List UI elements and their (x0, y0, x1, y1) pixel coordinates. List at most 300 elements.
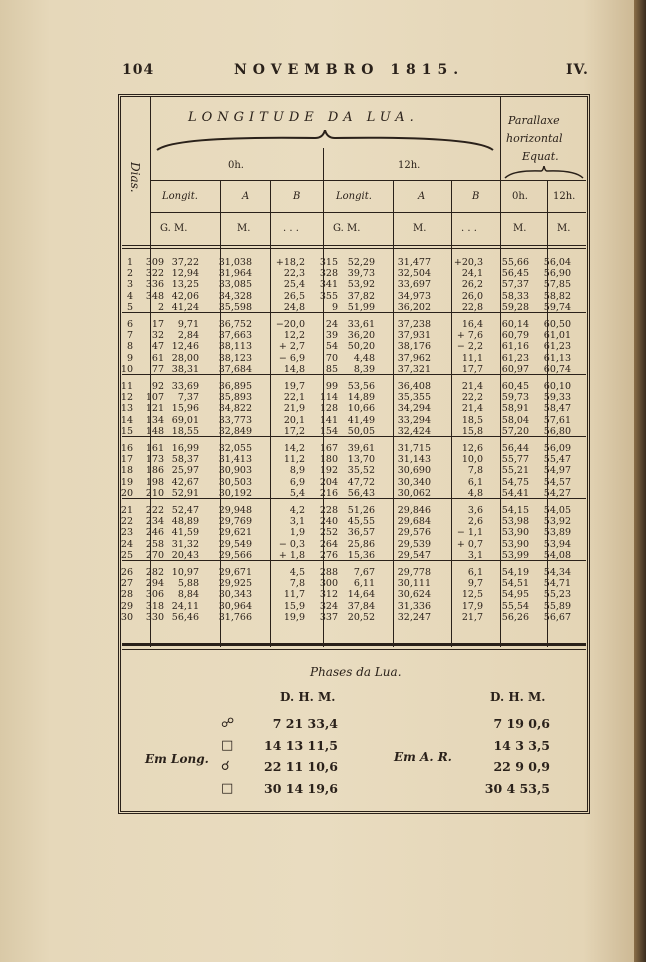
table-cell-m12: 50,20 (347, 341, 375, 353)
table-cell-m0: 5,88 (177, 578, 199, 590)
table-cell-b12: 26,2 (461, 279, 483, 291)
table-cell-m0: 10,97 (171, 567, 199, 578)
table-cell-b12: 24,1 (461, 268, 483, 280)
table-cell-g12: 9 (331, 301, 338, 313)
table-cell-g12: 114 (319, 392, 338, 404)
table-cell-p12v: 55,47 (543, 454, 571, 466)
table-cell-g12: 24 (325, 319, 338, 330)
table-cell-b12: 6,1 (467, 476, 483, 488)
table-cell-a12: 31,477 (397, 257, 431, 268)
table-cell-g0: 270 (145, 549, 164, 561)
table-cell-g12: 337 (319, 611, 338, 623)
table-cell-g0: 77 (151, 363, 164, 375)
table-cell-g0: 210 (145, 487, 164, 499)
table-cell-g12: 324 (319, 600, 338, 612)
table-cell-b12: 6,1 (467, 567, 483, 578)
p12-header: 12h. (553, 191, 576, 202)
table-cell-a12: 31,336 (397, 600, 431, 612)
table-cell-a12: 29,576 (397, 527, 431, 539)
phase-symbol-icon: ☌ (221, 759, 230, 774)
table-cell-p12v: 56,90 (543, 268, 571, 280)
table-cell-m0: 52,47 (171, 505, 199, 516)
parallax-brace (503, 166, 585, 180)
table-cell-p0v: 54,51 (501, 578, 529, 590)
page-number: 104 (122, 62, 155, 78)
table-cell-b0: 19,9 (283, 611, 305, 623)
table-cell-m12: 39,61 (347, 443, 375, 454)
table-cell-m12: 8,39 (353, 363, 375, 375)
table-cell-a12: 37,962 (397, 352, 431, 364)
table-cell-a12: 33,294 (397, 414, 431, 426)
hour-12-label: 12h. (398, 160, 421, 171)
divider (122, 643, 586, 646)
table-cell-a12: 32,424 (397, 425, 431, 437)
table-cell-m0: 18,55 (171, 425, 199, 437)
table-cell-m12: 14,89 (347, 392, 375, 404)
table-cell-b12: 21,4 (461, 403, 483, 415)
table-cell-m12: 33,61 (347, 319, 375, 330)
divider (122, 248, 586, 249)
table-cell-p0v: 53,90 (501, 527, 529, 539)
table-cell-days: 22 (120, 516, 133, 528)
table-cell-a12: 37,238 (397, 319, 431, 330)
table-cell-g0: 330 (145, 611, 164, 623)
table-cell-p0v: 56,26 (501, 611, 529, 623)
table-cell-m0: 24,11 (171, 600, 199, 612)
table-cell-b12: 12,6 (461, 443, 483, 454)
table-cell-m12: 51,26 (347, 505, 375, 516)
table-cell-m12: 6,11 (353, 578, 375, 590)
divider (150, 212, 586, 213)
table-cell-p0v: 54,15 (501, 505, 529, 516)
table-cell-m0: 52,91 (171, 487, 199, 499)
table-cell-days: 3 (126, 279, 133, 291)
table-cell-a0: 29,948 (218, 505, 252, 516)
table-cell-m0: 2,84 (177, 330, 199, 342)
table-cell-a12: 31,715 (397, 443, 431, 454)
table-cell-b0: 25,4 (283, 279, 305, 291)
table-cell-m0: 13,25 (171, 279, 199, 291)
table-cell-days: 25 (120, 549, 133, 561)
table-cell-p0v: 58,91 (501, 403, 529, 415)
table-cell-b12: − 2,2 (456, 341, 483, 353)
divider (122, 245, 586, 246)
table-cell-b0: 8,9 (289, 465, 305, 477)
table-cell-a0: 35,598 (218, 301, 252, 313)
table-cell-b12: 3,6 (467, 505, 483, 516)
table-cell-m12: 15,36 (347, 549, 375, 561)
table-cell-b12: 10,0 (461, 454, 483, 466)
table-cell-m0: 69,01 (171, 414, 199, 426)
table-cell-p12v: 61,23 (543, 341, 571, 353)
table-cell-g0: 322 (145, 268, 164, 280)
table-cell-g0: 348 (145, 290, 164, 302)
table-cell-m0: 20,43 (171, 549, 199, 561)
table-cell-g12: 315 (319, 257, 338, 268)
table-cell-days: 9 (126, 352, 133, 364)
table-cell-a0: 30,343 (218, 589, 252, 601)
table-cell-g0: 222 (145, 505, 164, 516)
table-cell-p0v: 54,75 (501, 476, 529, 488)
table-cell-b0: 11,2 (283, 454, 305, 466)
table-cell-p0v: 56,45 (501, 268, 529, 280)
table-cell-p12v: 58,47 (543, 403, 571, 415)
table-cell-p12v: 56,80 (543, 425, 571, 437)
table-cell-g0: 336 (145, 279, 164, 291)
table-cell-b0: 17,2 (283, 425, 305, 437)
p0-header: 0h. (512, 191, 528, 202)
table-cell-p0v: 56,44 (501, 443, 529, 454)
divider (451, 180, 452, 647)
table-cell-a12: 31,143 (397, 454, 431, 466)
table-cell-days: 16 (120, 443, 133, 454)
table-cell-m0: 37,22 (171, 257, 199, 268)
table-cell-g12: 141 (319, 414, 338, 426)
table-cell-a0: 29,621 (218, 527, 252, 539)
table-cell-b12: 17,9 (461, 600, 483, 612)
table-cell-p12v: 58,82 (543, 290, 571, 302)
table-cell-p12v: 60,10 (543, 381, 571, 392)
table-cell-m12: 41,49 (347, 414, 375, 426)
dias-header: Dias. (128, 162, 142, 193)
phase-long-value: 22 11 10,6 (264, 759, 338, 774)
roman-numeral: IV. (566, 62, 589, 78)
table-cell-m12: 52,29 (347, 257, 375, 268)
table-cell-days: 23 (120, 527, 133, 539)
table-cell-days: 6 (126, 319, 133, 330)
table-cell-b12: + 7,6 (456, 330, 483, 342)
table-cell-a0: 35,893 (218, 392, 252, 404)
table-cell-g12: 180 (319, 454, 338, 466)
table-cell-g0: 32 (151, 330, 164, 342)
table-cell-p0v: 60,97 (501, 363, 529, 375)
table-cell-a12: 34,973 (397, 290, 431, 302)
table-cell-a12: 37,931 (397, 330, 431, 342)
table-cell-p12v: 55,89 (543, 600, 571, 612)
table-cell-days: 28 (120, 589, 133, 601)
table-cell-g12: 288 (319, 567, 338, 578)
table-cell-a0: 31,413 (218, 454, 252, 466)
table-cell-p12v: 57,61 (543, 414, 571, 426)
table-cell-days: 4 (126, 290, 133, 302)
table-cell-g12: 300 (319, 578, 338, 590)
table-cell-m0: 9,71 (177, 319, 199, 330)
table-cell-m12: 37,84 (347, 600, 375, 612)
table-cell-p0v: 61,16 (501, 341, 529, 353)
table-cell-g0: 17 (151, 319, 164, 330)
table-cell-p0v: 60,45 (501, 381, 529, 392)
table-cell-b0: 22,1 (283, 392, 305, 404)
table-cell-p12v: 54,34 (543, 567, 571, 578)
table-cell-a0: 32,055 (218, 443, 252, 454)
table-cell-g0: 258 (145, 538, 164, 550)
unit-dots-12: . . . (461, 223, 477, 234)
table-cell-p0v: 53,90 (501, 538, 529, 550)
table-cell-m0: 15,96 (171, 403, 199, 415)
table-cell-a0: 38,123 (218, 352, 252, 364)
table-cell-days: 17 (120, 454, 133, 466)
table-cell-days: 12 (120, 392, 133, 404)
table-cell-g0: 61 (151, 352, 164, 364)
phases-title: Phases da Lua. (310, 665, 402, 679)
table-cell-days: 30 (120, 611, 133, 623)
table-cell-p0v: 57,37 (501, 279, 529, 291)
table-cell-m0: 48,89 (171, 516, 199, 528)
table-cell-m12: 4,48 (353, 352, 375, 364)
table-cell-days: 24 (120, 538, 133, 550)
table-cell-p0v: 55,21 (501, 465, 529, 477)
table-cell-g12: 252 (319, 527, 338, 539)
table-cell-m0: 56,46 (171, 611, 199, 623)
table-cell-g12: 355 (319, 290, 338, 302)
unit-m-12: M. (413, 223, 427, 234)
a-0-header: A (242, 191, 250, 202)
table-cell-a12: 30,062 (397, 487, 431, 499)
table-cell-p0v: 59,28 (501, 301, 529, 313)
table-cell-g12: 216 (319, 487, 338, 499)
table-cell-b0: 4,5 (289, 567, 305, 578)
a-12-header: A (418, 191, 426, 202)
phases-dhm-long: D. H. M. (280, 690, 336, 704)
table-cell-p12v: 54,97 (543, 465, 571, 477)
table-cell-days: 26 (120, 567, 133, 578)
table-cell-p12v: 59,33 (543, 392, 571, 404)
table-cell-b0: 1,9 (289, 527, 305, 539)
table-cell-g0: 47 (151, 341, 164, 353)
divider (270, 180, 271, 647)
table-cell-b0: 26,5 (283, 290, 305, 302)
table-cell-g0: 2 (157, 301, 164, 313)
table-cell-m0: 38,31 (171, 363, 199, 375)
table-cell-days: 8 (126, 341, 133, 353)
table-cell-a0: 29,566 (218, 549, 252, 561)
table-cell-m12: 56,43 (347, 487, 375, 499)
table-cell-p12v: 55,23 (543, 589, 571, 601)
table-cell-p12v: 61,01 (543, 330, 571, 342)
table-cell-m12: 50,05 (347, 425, 375, 437)
brace (155, 130, 495, 154)
phase-symbol-icon: □ (221, 738, 234, 753)
table-cell-a0: 30,903 (218, 465, 252, 477)
table-cell-a12: 32,504 (397, 268, 431, 280)
table-cell-days: 13 (120, 403, 133, 415)
table-cell-b0: +18,2 (275, 257, 305, 268)
table-cell-m0: 42,06 (171, 290, 199, 302)
table-cell-a12: 32,247 (397, 611, 431, 623)
table-cell-b12: 12,5 (461, 589, 483, 601)
table-cell-a0: 33,085 (218, 279, 252, 291)
table-cell-days: 20 (120, 487, 133, 499)
table-cell-m12: 53,92 (347, 279, 375, 291)
unit-m-p12: M. (557, 223, 571, 234)
table-cell-p12v: 60,74 (543, 363, 571, 375)
table-cell-a12: 30,690 (397, 465, 431, 477)
table-cell-p12v: 56,09 (543, 443, 571, 454)
table-cell-b0: + 1,8 (278, 549, 305, 561)
page-title: NOVEMBRO 1815. (234, 62, 465, 78)
table-cell-p0v: 59,73 (501, 392, 529, 404)
table-cell-g0: 121 (145, 403, 164, 415)
table-cell-p12v: 57,85 (543, 279, 571, 291)
table-cell-p12v: 59,74 (543, 301, 571, 313)
table-cell-g0: 234 (145, 516, 164, 528)
table-cell-m0: 8,84 (177, 589, 199, 601)
table-cell-g12: 328 (319, 268, 338, 280)
table-cell-a0: 30,503 (218, 476, 252, 488)
longit-0-header: Longit. (162, 191, 198, 202)
table-cell-m0: 16,99 (171, 443, 199, 454)
table-cell-b0: 22,3 (283, 268, 305, 280)
table-cell-a0: 34,328 (218, 290, 252, 302)
table-cell-a0: 29,671 (218, 567, 252, 578)
table-cell-m12: 25,86 (347, 538, 375, 550)
table-cell-b12: 3,1 (467, 549, 483, 561)
table-cell-a12: 29,846 (397, 505, 431, 516)
table-cell-days: 18 (120, 465, 133, 477)
phase-ar-value: 14 3 3,5 (493, 738, 550, 753)
table-cell-b0: 7,8 (289, 578, 305, 590)
table-cell-a12: 36,408 (397, 381, 431, 392)
table-cell-a0: 36,895 (218, 381, 252, 392)
table-cell-m0: 12,46 (171, 341, 199, 353)
hour-0-label: 0h. (228, 160, 244, 171)
table-cell-p12v: 54,57 (543, 476, 571, 488)
table-cell-b0: − 6,9 (278, 352, 305, 364)
table-cell-a0: 31,038 (218, 257, 252, 268)
table-cell-a12: 37,321 (397, 363, 431, 375)
table-cell-g12: 85 (325, 363, 338, 375)
table-cell-p0v: 58,33 (501, 290, 529, 302)
table-cell-p0v: 60,14 (501, 319, 529, 330)
table-cell-p0v: 55,77 (501, 454, 529, 466)
table-cell-m0: 25,97 (171, 465, 199, 477)
table-cell-b0: 5,4 (289, 487, 305, 499)
table-cell-p0v: 54,41 (501, 487, 529, 499)
table-cell-b0: 12,2 (283, 330, 305, 342)
table-cell-g12: 240 (319, 516, 338, 528)
table-cell-m12: 39,73 (347, 268, 375, 280)
longit-12-header: Longit. (336, 191, 372, 202)
table-cell-a0: 37,684 (218, 363, 252, 375)
parallax-title-3: Equat. (522, 150, 559, 163)
table-cell-b12: 15,8 (461, 425, 483, 437)
divider (122, 649, 586, 650)
table-cell-g0: 107 (145, 392, 164, 404)
table-cell-m0: 33,69 (171, 381, 199, 392)
table-cell-p0v: 55,54 (501, 600, 529, 612)
table-cell-days: 27 (120, 578, 133, 590)
table-cell-days: 7 (126, 330, 133, 342)
table-cell-days: 2 (126, 268, 133, 280)
phase-ar-value: 7 19 0,6 (493, 716, 550, 731)
table-cell-g12: 167 (319, 443, 338, 454)
table-cell-a0: 36,752 (218, 319, 252, 330)
divider (393, 180, 394, 647)
table-cell-m12: 7,67 (353, 567, 375, 578)
table-cell-m12: 10,66 (347, 403, 375, 415)
table-cell-m0: 28,00 (171, 352, 199, 364)
table-cell-a0: 33,773 (218, 414, 252, 426)
table-cell-b0: 4,2 (289, 505, 305, 516)
table-cell-m0: 7,37 (177, 392, 199, 404)
table-cell-p0v: 53,98 (501, 516, 529, 528)
table-cell-g0: 173 (145, 454, 164, 466)
longitude-title: LONGITUDE DA LUA. (188, 110, 419, 125)
table-cell-g0: 318 (145, 600, 164, 612)
table-cell-g12: 276 (319, 549, 338, 561)
table-cell-g0: 161 (145, 443, 164, 454)
em-long-label: Em Long. (145, 752, 209, 766)
table-cell-m12: 13,70 (347, 454, 375, 466)
table-cell-g12: 154 (319, 425, 338, 437)
table-cell-b12: 4,8 (467, 487, 483, 499)
parallax-title-1: Parallaxe (508, 114, 560, 127)
table-cell-p12v: 54,05 (543, 505, 571, 516)
table-cell-a0: 34,822 (218, 403, 252, 415)
unit-gm-0: G. M. (160, 223, 188, 234)
table-cell-b12: 22,8 (461, 301, 483, 313)
table-cell-p0v: 57,20 (501, 425, 529, 437)
table-cell-m0: 31,32 (171, 538, 199, 550)
table-cell-g12: 228 (319, 505, 338, 516)
table-cell-g12: 312 (319, 589, 338, 601)
table-cell-a12: 30,340 (397, 476, 431, 488)
table-cell-days: 21 (120, 505, 133, 516)
table-cell-a0: 38,113 (218, 341, 252, 353)
table-cell-p0v: 54,19 (501, 567, 529, 578)
table-cell-g0: 246 (145, 527, 164, 539)
table-cell-p12v: 53,89 (543, 527, 571, 539)
table-cell-a0: 31,766 (218, 611, 252, 623)
table-cell-b0: −20,0 (275, 319, 305, 330)
phases-dhm-ar: D. H. M. (490, 690, 546, 704)
phase-symbol-icon: ☍ (221, 716, 235, 731)
table-cell-g12: 204 (319, 476, 338, 488)
table-cell-b12: +20,3 (453, 257, 483, 268)
table-cell-p12v: 56,04 (543, 257, 571, 268)
table-cell-b12: 22,2 (461, 392, 483, 404)
table-cell-m0: 41,59 (171, 527, 199, 539)
table-cell-g0: 309 (145, 257, 164, 268)
table-cell-p12v: 53,92 (543, 516, 571, 528)
table-cell-p12v: 54,27 (543, 487, 571, 499)
table-cell-m0: 12,94 (171, 268, 199, 280)
table-cell-a12: 35,355 (397, 392, 431, 404)
unit-m-0: M. (237, 223, 251, 234)
phase-long-value: 30 14 19,6 (264, 781, 338, 796)
table-cell-a0: 29,549 (218, 538, 252, 550)
page-edge (634, 0, 646, 962)
table-cell-m12: 14,64 (347, 589, 375, 601)
table-cell-b12: 17,7 (461, 363, 483, 375)
table-cell-a0: 29,769 (218, 516, 252, 528)
phase-ar-value: 22 9 0,9 (493, 759, 550, 774)
table-cell-m12: 20,52 (347, 611, 375, 623)
unit-dots-0: . . . (283, 223, 299, 234)
table-cell-b12: 11,1 (461, 352, 483, 364)
table-cell-g12: 39 (325, 330, 338, 342)
table-cell-p12v: 54,71 (543, 578, 571, 590)
table-cell-p0v: 54,95 (501, 589, 529, 601)
table-cell-g0: 198 (145, 476, 164, 488)
table-cell-b12: 9,7 (467, 578, 483, 590)
em-ar-label: Em A. R. (394, 750, 452, 764)
phase-symbol-icon: □ (221, 781, 234, 796)
table-cell-g12: 54 (325, 341, 338, 353)
table-cell-g12: 70 (325, 352, 338, 364)
table-cell-a12: 29,547 (397, 549, 431, 561)
table-cell-b12: 16,4 (461, 319, 483, 330)
